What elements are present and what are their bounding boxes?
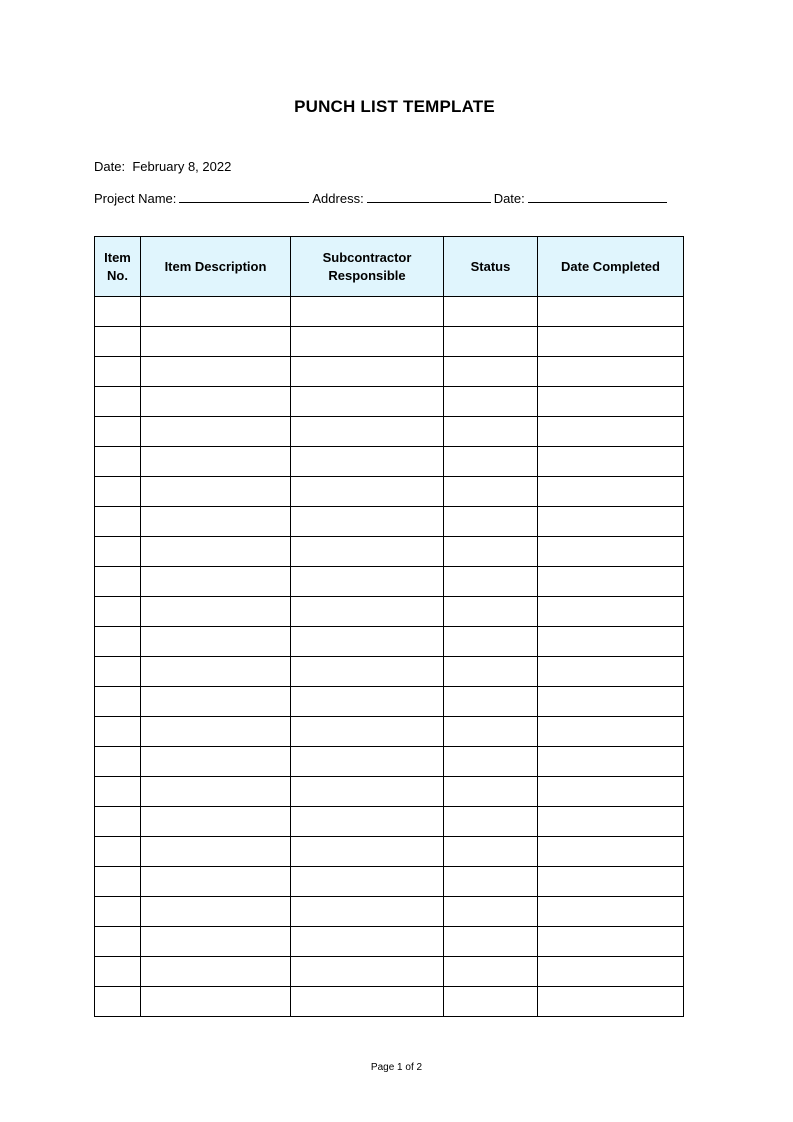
cell-item-description[interactable] bbox=[141, 507, 291, 537]
cell-subcontractor[interactable] bbox=[291, 537, 444, 567]
cell-date-completed[interactable] bbox=[538, 297, 684, 327]
date2-label: Date: bbox=[493, 191, 525, 206]
cell-date-completed[interactable] bbox=[538, 477, 684, 507]
cell-status[interactable] bbox=[444, 927, 538, 957]
cell-status[interactable] bbox=[444, 417, 538, 447]
cell-subcontractor[interactable] bbox=[291, 957, 444, 987]
table-row bbox=[95, 987, 684, 1017]
cell-item-no[interactable] bbox=[95, 477, 141, 507]
table-row bbox=[95, 747, 684, 777]
cell-date-completed[interactable] bbox=[538, 327, 684, 357]
cell-item-description[interactable] bbox=[141, 357, 291, 387]
cell-item-description[interactable] bbox=[141, 987, 291, 1017]
cell-item-no[interactable] bbox=[95, 537, 141, 567]
cell-item-no[interactable] bbox=[95, 357, 141, 387]
cell-status[interactable] bbox=[444, 537, 538, 567]
header-item-no-line2: No. bbox=[107, 267, 128, 283]
cell-status[interactable] bbox=[444, 717, 538, 747]
cell-item-description[interactable] bbox=[141, 297, 291, 327]
table-row bbox=[95, 507, 684, 537]
cell-status[interactable] bbox=[444, 897, 538, 927]
cell-date-completed[interactable] bbox=[538, 357, 684, 387]
date-line bbox=[94, 159, 231, 174]
cell-date-completed[interactable] bbox=[538, 447, 684, 477]
cell-subcontractor[interactable] bbox=[291, 417, 444, 447]
project-name-field[interactable] bbox=[179, 189, 309, 203]
cell-subcontractor[interactable] bbox=[291, 597, 444, 627]
cell-item-description[interactable] bbox=[141, 327, 291, 357]
header-status: Status bbox=[444, 237, 538, 297]
table-row bbox=[95, 657, 684, 687]
cell-date-completed[interactable] bbox=[538, 987, 684, 1017]
cell-item-description[interactable] bbox=[141, 777, 291, 807]
table-row bbox=[95, 717, 684, 747]
cell-date-completed[interactable] bbox=[538, 687, 684, 717]
cell-item-description[interactable] bbox=[141, 627, 291, 657]
cell-item-no[interactable] bbox=[95, 687, 141, 717]
cell-status[interactable] bbox=[444, 477, 538, 507]
cell-item-description[interactable] bbox=[141, 927, 291, 957]
cell-item-no[interactable] bbox=[95, 987, 141, 1017]
cell-subcontractor[interactable] bbox=[291, 327, 444, 357]
cell-status[interactable] bbox=[444, 807, 538, 837]
header-item-no bbox=[95, 237, 141, 297]
cell-item-description[interactable] bbox=[141, 867, 291, 897]
cell-date-completed[interactable] bbox=[538, 957, 684, 987]
cell-status[interactable] bbox=[444, 867, 538, 897]
cell-status[interactable] bbox=[444, 687, 538, 717]
cell-date-completed[interactable] bbox=[538, 657, 684, 687]
cell-subcontractor[interactable] bbox=[291, 387, 444, 417]
table-row bbox=[95, 897, 684, 927]
cell-subcontractor[interactable] bbox=[291, 807, 444, 837]
cell-date-completed[interactable] bbox=[538, 807, 684, 837]
date-value: February 8, 2022 bbox=[132, 159, 232, 174]
cell-item-description[interactable] bbox=[141, 657, 291, 687]
cell-date-completed[interactable] bbox=[538, 537, 684, 567]
cell-status[interactable] bbox=[444, 957, 538, 987]
cell-status[interactable] bbox=[444, 777, 538, 807]
cell-item-no[interactable] bbox=[95, 657, 141, 687]
table-row bbox=[95, 417, 684, 447]
cell-subcontractor[interactable] bbox=[291, 507, 444, 537]
page-title: PUNCH LIST TEMPLATE bbox=[294, 97, 495, 116]
table-row bbox=[95, 327, 684, 357]
cell-item-no[interactable] bbox=[95, 447, 141, 477]
cell-item-no[interactable] bbox=[95, 627, 141, 657]
cell-subcontractor[interactable] bbox=[291, 927, 444, 957]
project-fields-line bbox=[94, 189, 667, 206]
cell-date-completed[interactable] bbox=[538, 837, 684, 867]
cell-subcontractor[interactable] bbox=[291, 867, 444, 897]
page-number: Page 1 of 2 bbox=[370, 1062, 423, 1073]
table-row bbox=[95, 297, 684, 327]
cell-item-description[interactable] bbox=[141, 957, 291, 987]
cell-date-completed[interactable] bbox=[538, 567, 684, 597]
cell-subcontractor[interactable] bbox=[291, 357, 444, 387]
table-row bbox=[95, 957, 684, 987]
cell-date-completed[interactable] bbox=[538, 777, 684, 807]
cell-item-no[interactable] bbox=[95, 807, 141, 837]
cell-item-no[interactable] bbox=[95, 747, 141, 777]
cell-date-completed[interactable] bbox=[538, 597, 684, 627]
project-name-label: Project Name: bbox=[94, 191, 177, 206]
header-item-no-line1: Item bbox=[104, 249, 131, 265]
date-field[interactable] bbox=[528, 189, 667, 203]
cell-item-no[interactable] bbox=[95, 867, 141, 897]
cell-date-completed[interactable] bbox=[538, 627, 684, 657]
cell-item-description[interactable] bbox=[141, 897, 291, 927]
header-subcontractor-line2: Responsible bbox=[328, 267, 406, 283]
cell-status[interactable] bbox=[444, 627, 538, 657]
table-row bbox=[95, 387, 684, 417]
cell-date-completed[interactable] bbox=[538, 507, 684, 537]
header-item-description: Item Description bbox=[141, 237, 291, 297]
cell-item-no[interactable] bbox=[95, 837, 141, 867]
cell-item-description[interactable] bbox=[141, 477, 291, 507]
cell-item-description[interactable] bbox=[141, 447, 291, 477]
cell-item-no[interactable] bbox=[95, 777, 141, 807]
cell-subcontractor[interactable] bbox=[291, 747, 444, 777]
cell-item-description[interactable] bbox=[141, 387, 291, 417]
cell-item-no[interactable] bbox=[95, 597, 141, 627]
cell-date-completed[interactable] bbox=[538, 387, 684, 417]
table-header-row bbox=[95, 237, 684, 297]
cell-status[interactable] bbox=[444, 597, 538, 627]
cell-date-completed[interactable] bbox=[538, 747, 684, 777]
table-row bbox=[95, 597, 684, 627]
cell-subcontractor[interactable] bbox=[291, 447, 444, 477]
cell-item-description[interactable] bbox=[141, 687, 291, 717]
cell-status[interactable] bbox=[444, 837, 538, 867]
cell-subcontractor[interactable] bbox=[291, 717, 444, 747]
cell-status[interactable] bbox=[444, 567, 538, 597]
header-subcontractor bbox=[291, 237, 444, 297]
cell-date-completed[interactable] bbox=[538, 717, 684, 747]
cell-item-description[interactable] bbox=[141, 807, 291, 837]
table-row bbox=[95, 357, 684, 387]
cell-subcontractor[interactable] bbox=[291, 657, 444, 687]
cell-item-no[interactable] bbox=[95, 417, 141, 447]
table-row bbox=[95, 567, 684, 597]
cell-item-no[interactable] bbox=[95, 327, 141, 357]
cell-status[interactable] bbox=[444, 507, 538, 537]
cell-item-no[interactable] bbox=[95, 717, 141, 747]
cell-status[interactable] bbox=[444, 297, 538, 327]
table-row bbox=[95, 687, 684, 717]
cell-date-completed[interactable] bbox=[538, 867, 684, 897]
cell-subcontractor[interactable] bbox=[291, 477, 444, 507]
cell-status[interactable] bbox=[444, 327, 538, 357]
cell-item-no[interactable] bbox=[95, 297, 141, 327]
cell-item-no[interactable] bbox=[95, 387, 141, 417]
cell-subcontractor[interactable] bbox=[291, 987, 444, 1017]
date-label: Date: bbox=[94, 159, 126, 174]
table-row bbox=[95, 477, 684, 507]
table-row bbox=[95, 927, 684, 957]
cell-item-description[interactable] bbox=[141, 837, 291, 867]
cell-subcontractor[interactable] bbox=[291, 627, 444, 657]
cell-status[interactable] bbox=[444, 747, 538, 777]
cell-date-completed[interactable] bbox=[538, 897, 684, 927]
table-row bbox=[95, 777, 684, 807]
address-label: Address: bbox=[312, 191, 364, 206]
cell-item-description[interactable] bbox=[141, 717, 291, 747]
cell-item-no[interactable] bbox=[95, 567, 141, 597]
header-date-completed: Date Completed bbox=[538, 237, 684, 297]
cell-item-no[interactable] bbox=[95, 957, 141, 987]
cell-item-no[interactable] bbox=[95, 507, 141, 537]
address-field[interactable] bbox=[367, 189, 491, 203]
cell-subcontractor[interactable] bbox=[291, 777, 444, 807]
punch-list-table bbox=[94, 236, 684, 1017]
table-row bbox=[95, 537, 684, 567]
cell-item-description[interactable] bbox=[141, 747, 291, 777]
cell-status[interactable] bbox=[444, 447, 538, 477]
cell-date-completed[interactable] bbox=[538, 927, 684, 957]
table-body bbox=[95, 297, 684, 1017]
cell-status[interactable] bbox=[444, 357, 538, 387]
table-row bbox=[95, 867, 684, 897]
cell-status[interactable] bbox=[444, 387, 538, 417]
cell-date-completed[interactable] bbox=[538, 417, 684, 447]
header-subcontractor-line1: Subcontractor bbox=[322, 249, 412, 265]
cell-subcontractor[interactable] bbox=[291, 297, 444, 327]
cell-item-description[interactable] bbox=[141, 417, 291, 447]
cell-subcontractor[interactable] bbox=[291, 837, 444, 867]
cell-subcontractor[interactable] bbox=[291, 567, 444, 597]
cell-item-no[interactable] bbox=[95, 897, 141, 927]
table-row bbox=[95, 447, 684, 477]
table-row bbox=[95, 627, 684, 657]
cell-status[interactable] bbox=[444, 657, 538, 687]
cell-status[interactable] bbox=[444, 987, 538, 1017]
table-row bbox=[95, 807, 684, 837]
cell-item-description[interactable] bbox=[141, 597, 291, 627]
cell-item-description[interactable] bbox=[141, 537, 291, 567]
cell-item-description[interactable] bbox=[141, 567, 291, 597]
cell-item-no[interactable] bbox=[95, 927, 141, 957]
cell-subcontractor[interactable] bbox=[291, 687, 444, 717]
table-row bbox=[95, 837, 684, 867]
cell-subcontractor[interactable] bbox=[291, 897, 444, 927]
